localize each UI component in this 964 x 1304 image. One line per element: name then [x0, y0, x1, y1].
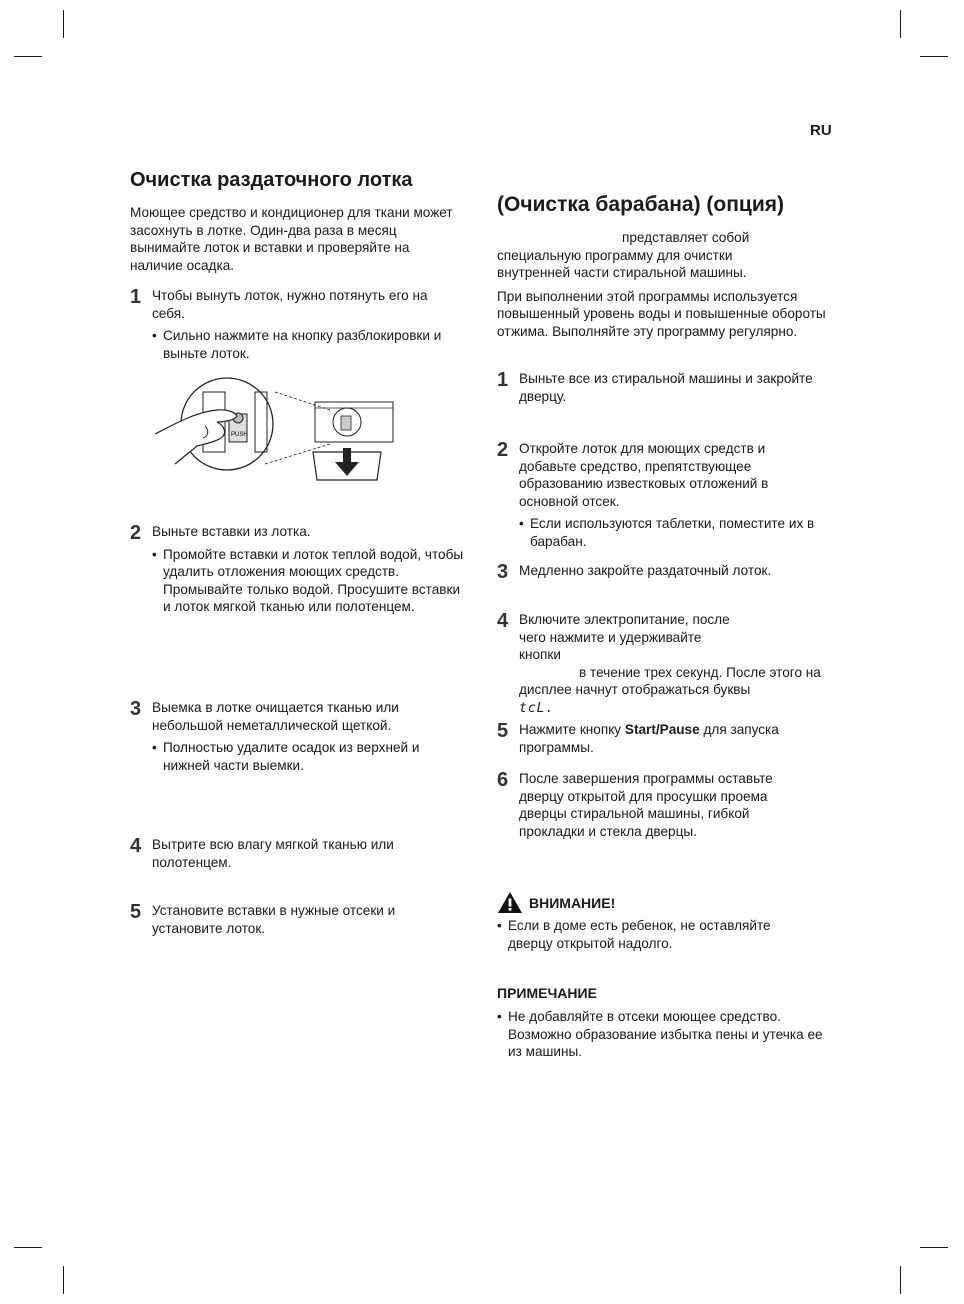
step-5-right: [497, 721, 842, 756]
step-3-right: [497, 561, 842, 583]
step-text: Вытрите всю влагу мягкой тканью или полотенцем.: [152, 837, 394, 870]
section-title-dispenser: Очистка раздаточного лотка: [130, 169, 413, 191]
caution-heading: [497, 891, 615, 914]
display-code: tcL.: [519, 700, 555, 716]
step-6-right: [497, 770, 842, 840]
note-title: ПРИМЕЧАНИЕ: [497, 985, 597, 1001]
start-pause-label: Start/Pause: [624, 722, 700, 737]
crop-mark: [14, 56, 42, 57]
push-label: PUSH: [231, 432, 248, 438]
left-column: [130, 168, 470, 274]
step-number: 1: [130, 286, 142, 308]
crop-mark: [63, 1266, 64, 1294]
step-4-left: [130, 836, 430, 871]
step-bullet: • Промойте вставки и лоток теплой водой, чтобы удалить отложения моющих средств. Промывайте только водой. Просушите вставки и лоток мягкой тканью или полотенцем.: [152, 546, 470, 616]
step-number: 2: [130, 522, 142, 544]
step-2-right: [497, 440, 842, 551]
step-text: Установите вставки в нужные отсеки и установите лоток.: [152, 903, 396, 936]
step-number: 4: [497, 610, 509, 632]
step-text: Включите электропитание, после чего нажмите и удерживайте кнопки: [519, 612, 730, 663]
step-2-left: [130, 523, 470, 616]
step-text: для запуска программы.: [519, 722, 779, 755]
caution-title: ВНИМАНИЕ!: [529, 894, 616, 911]
crop-mark: [920, 56, 948, 57]
step-text: Нажмите кнопку: [519, 722, 625, 737]
language-code: RU: [810, 122, 832, 139]
step-1-left: [130, 287, 460, 362]
step-5-left: [130, 902, 430, 937]
crop-mark: [900, 10, 901, 38]
caution-body: [497, 917, 807, 952]
section-title-drum: (Очистка барабана) (опция): [497, 193, 784, 216]
crop-mark: [920, 1247, 948, 1248]
step-number: 3: [130, 698, 142, 720]
crop-mark: [14, 1247, 42, 1248]
step-text: Выньте все из стиральной машины и закройте дверцу.: [519, 371, 813, 404]
step-text: Откройте лоток для моющих средств и добавьте средство, препятствующее образованию известковых отложений в основной отсек.: [519, 441, 769, 509]
step-text: Выемка в лотке очищается тканью или небольшой неметаллической щеткой.: [152, 700, 399, 733]
step-text: После завершения программы оставьте дверцу открытой для просушки проема дверцы стиральной машины, гибкой прокладки и стекла дверцы.: [519, 771, 773, 839]
step-text: Выньте вставки из лотка.: [152, 524, 311, 539]
step-number: 4: [130, 835, 142, 857]
note-body: [497, 1008, 837, 1061]
step-bullet: • Полностью удалите осадок из верхней и нижней части выемки.: [152, 739, 470, 774]
caution-bullet: • Если в доме есть ребенок, не оставляйте дверцу открытой надолго.: [497, 917, 807, 952]
step-bullet: • Если используются таблетки, поместите их в барабан.: [519, 515, 842, 550]
step-number: 3: [497, 561, 509, 583]
dispenser-illustration: [155, 372, 395, 487]
intro-paragraph: При выполнении этой программы используется повышенный уровень воды и повышенные обороты отжима. Выполняйте эту программу регулярно.: [497, 288, 826, 339]
intro-paragraph: Моющее средство и кондиционер для ткани может засохнуть в лотке. Один-два раза в месяц вынимайте лоток и вставки и проверяйте на наличие осадка.: [130, 205, 453, 273]
crop-mark: [63, 10, 64, 38]
step-number: 6: [497, 769, 509, 791]
step-number: 5: [497, 720, 509, 742]
step-text: в течение трех секунд. После этого на дисплее начнут отображаться буквы: [519, 664, 821, 698]
step-number: 1: [497, 369, 509, 391]
intro-paragraph: представляет собой специальную программу для очистки внутренней части стиральной машины.: [497, 230, 750, 281]
step-3-left: [130, 699, 470, 774]
crop-mark: [900, 1266, 901, 1294]
warning-triangle-icon: [497, 891, 523, 914]
step-4-right: [497, 611, 842, 718]
step-number: 5: [130, 901, 142, 923]
step-1-right: [497, 370, 842, 405]
step-text: Чтобы вынуть лоток, нужно потянуть его на себя.: [152, 288, 428, 321]
step-text: Медленно закройте раздаточный лоток.: [519, 563, 772, 578]
note-bullet: • Не добавляйте в отсеки моющее средство. Возможно образование избытка пены и утечка ее из машины.: [497, 1008, 837, 1061]
right-column: [497, 193, 842, 341]
step-bullet: • Сильно нажмите на кнопку разблокировки и выньте лоток.: [152, 327, 460, 362]
step-number: 2: [497, 439, 509, 461]
